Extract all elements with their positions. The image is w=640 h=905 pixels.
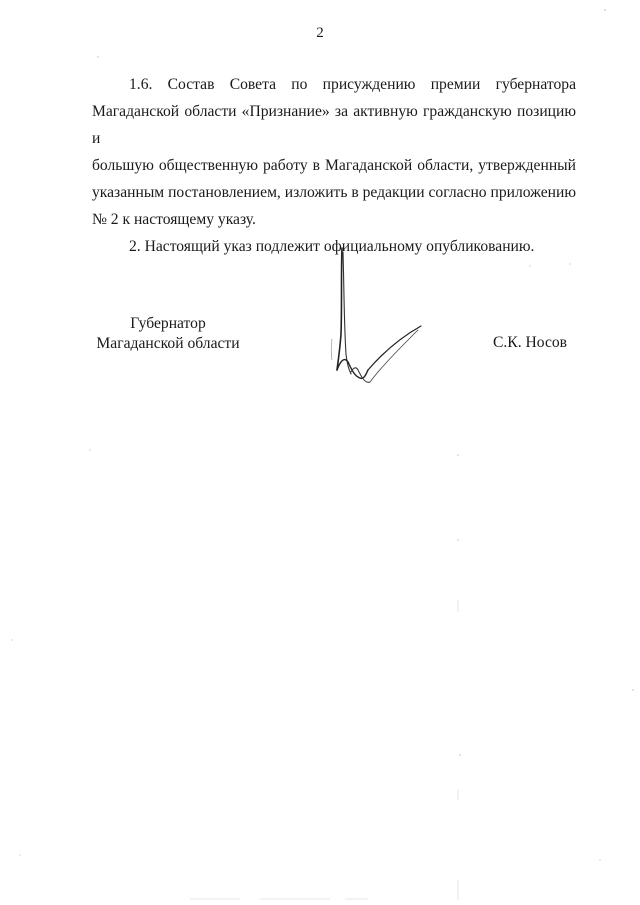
signer-name: С.К. Носов bbox=[493, 334, 568, 351]
paragraph-line: Магаданской области «Признание» за активную гражданскую позицию и bbox=[92, 103, 576, 147]
signer-title-line: Магаданской области bbox=[96, 335, 240, 352]
handwritten-signature bbox=[320, 244, 430, 394]
paragraph-line: 1.6. Состав Совета по присуждению премии губернатора bbox=[129, 76, 576, 93]
paragraph-line: большую общественную работу в Магаданской области, утвержденный bbox=[92, 157, 576, 174]
document-body bbox=[92, 71, 576, 260]
paragraph-2: 2. Настоящий указ подлежит официальному опубликованию. bbox=[129, 238, 535, 255]
signer-title bbox=[93, 314, 243, 354]
signer-title-line: Губернатор bbox=[130, 315, 206, 332]
paragraph-line: указанным постановлением, изложить в редакции согласно приложению bbox=[92, 184, 576, 201]
paragraph-1-6 bbox=[92, 71, 576, 233]
paragraph-line: № 2 к настоящему указу. bbox=[92, 211, 256, 228]
page-number: 2 bbox=[316, 25, 324, 41]
